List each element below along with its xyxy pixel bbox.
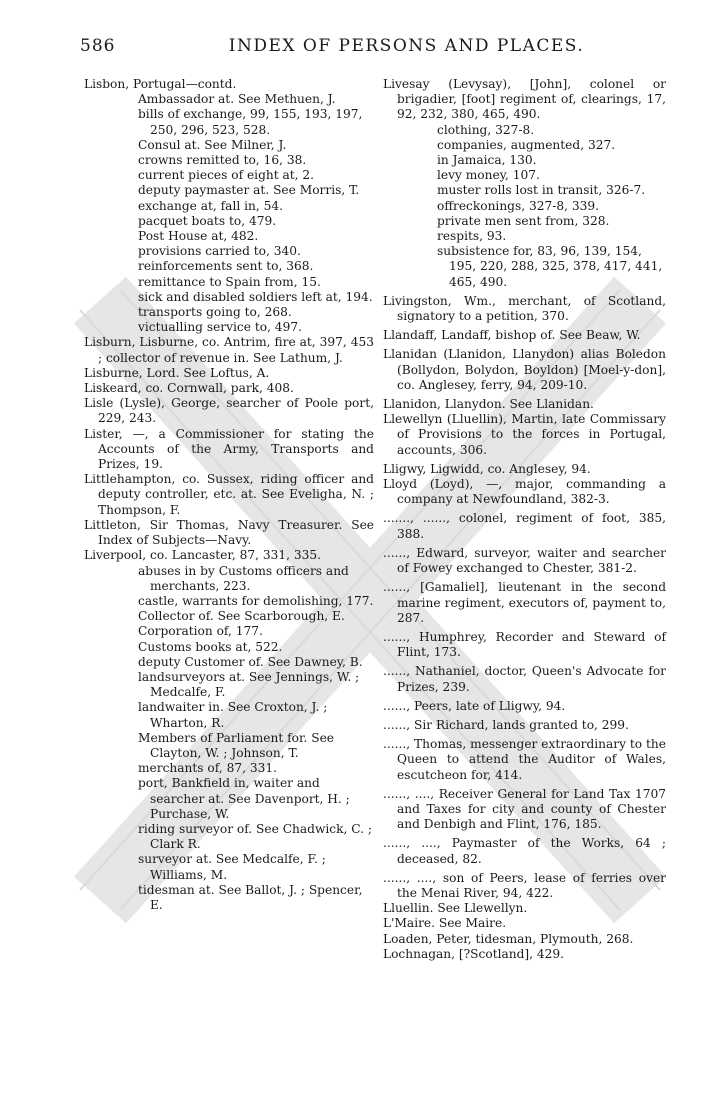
index-entry: Lligwy, Ligwidd, co. Anglesey, 94. <box>383 461 591 476</box>
index-entry: Lisbon, Portugal—contd. <box>84 77 237 91</box>
index-subentry: castle, warrants for demolishing, 177. <box>138 593 374 608</box>
index-entry: ......, ...., Receiver General for Land Tax 1707 and Taxes for city and county of Chester and Denbigh and Flint, 176, 185. <box>383 786 666 832</box>
index-subentry: deputy paymaster at. See Morris, T. <box>138 183 360 198</box>
index-entry: Llandaff, Landaff, bishop of. See Beaw, W. <box>383 328 641 343</box>
index-subentry: respits, 93. <box>437 229 507 244</box>
index-entry: Littleton, Sir Thomas, Navy Treasurer. See Index of Subjects—Navy. <box>84 517 374 548</box>
index-subentry: landsurveyors at. See Jennings, W. ; Medcalfe, F. <box>138 669 360 700</box>
index-entry: L'Maire. See Maire. <box>383 916 507 931</box>
index-column-right <box>383 77 666 962</box>
index-subentry: abuses in by Customs officers and merchants, 223. <box>138 563 349 593</box>
index-subentry: muster rolls lost in transit, 326-7. <box>437 183 646 198</box>
index-entry: Lochnagan, [?Scotland], 429. <box>383 946 565 961</box>
index-entry: Littlehampton, co. Sussex, riding officer and deputy controller, etc. at. See Eveligha, N. ; Thompson, F. <box>84 472 374 517</box>
index-entry: ......, ...., son of Peers, lease of ferries over the Menai River, 94, 422. <box>383 870 666 900</box>
index-subentry: victualling service to, 497. <box>138 320 302 335</box>
index-subentry: sick and disabled soldiers left at, 194. <box>138 289 373 304</box>
index-entry: ......, Sir Richard, lands granted to, 299. <box>383 717 629 732</box>
index-entry: ......, Humphrey, Recorder and Steward of Flint, 173. <box>383 629 666 660</box>
index-subentry: crowns remitted to, 16, 38. <box>138 153 307 168</box>
index-column-left <box>84 77 374 913</box>
index-subentry: current pieces of eight at, 2. <box>138 168 315 183</box>
index-entry: Livesay (Levysay), [John], colonel or brigadier, [foot] regiment of, clearings, 17, 92, 232, 380, 465, 490. <box>383 77 666 122</box>
index-subentry: pacquet boats to, 479. <box>138 213 277 228</box>
index-entry: ......, ...., Paymaster of the Works, 64 ; deceased, 82. <box>383 836 666 866</box>
page-title: INDEX OF PERSONS AND PLACES. <box>228 36 585 56</box>
index-entry: Lister, —, a Commissioner for stating the Accounts of the Army, Transports and Prizes, 19. <box>84 426 374 472</box>
index-subentry: surveyor at. See Medcalfe, F. ; Williams, M. <box>138 852 326 882</box>
index-entry: Lisburn, Lisburne, co. Antrim, fire at, 397, 453 ; collector of revenue in. See Lathum, J. <box>84 335 374 365</box>
index-subentry: offreckonings, 327-8, 339. <box>437 198 600 213</box>
index-subentry: Collector of. See Scarborough, E. <box>138 609 345 624</box>
index-subentry: landwaiter in. See Croxton, J. ; Wharton, R. <box>138 700 328 730</box>
index-subentry: in Jamaica, 130. <box>437 153 537 168</box>
index-entry: Llanidan (Llanidon, Llanydon) alias Boledon (Bollydon, Bolydon, Boyldon) [Moel-y-don], co. Anglesey, ferry, 94, 209-10. <box>383 347 666 392</box>
index-subentry: exchange at, fall in, 54. <box>138 198 284 213</box>
index-subentry: Post House at, 482. <box>138 229 259 244</box>
index-subentry: Members of Parliament for. See Clayton, W. ; Johnson, T. <box>138 730 334 760</box>
index-subentry: Corporation of, 177. <box>138 624 263 639</box>
index-entry: Loaden, Peter, tidesman, Plymouth, 268. <box>383 931 634 946</box>
index-subentry: clothing, 327-8. <box>437 122 535 137</box>
index-subentry: provisions carried to, 340. <box>138 244 301 259</box>
index-subentry: reinforcements sent to, 368. <box>138 259 314 274</box>
index-entry: ......., ......, colonel, regiment of foot, 385, 388. <box>383 511 666 541</box>
index-entry: ......, Nathaniel, doctor, Queen's Advocate for Prizes, 239. <box>383 664 666 694</box>
index-entry: Lisle (Lysle), George, searcher of Poole port, 229, 243. <box>84 396 374 426</box>
index-entry: Llewellyn (Lluellin), Martin, late Commissary of Provisions to the forces in Portugal, accounts, 306. <box>383 412 666 457</box>
index-subentry: Consul at. See Milner, J. <box>138 137 287 152</box>
index-subentry: remittance to Spain from, 15. <box>138 274 321 289</box>
index-subentry: companies, augmented, 327. <box>437 137 616 152</box>
index-entry: Livingston, Wm., merchant, of Scotland, signatory to a petition, 370. <box>383 293 666 324</box>
index-subentry: riding surveyor of. See Chadwick, C. ; Clark R. <box>138 821 372 852</box>
index-subentry: merchants of, 87, 331. <box>138 761 277 776</box>
index-entry: Llanidon, Llanydon. See Llanidan. <box>383 397 594 412</box>
index-entry: Liskeard, co. Cornwall, park, 408. <box>84 381 294 396</box>
index-entry: Lluellin. See Llewellyn. <box>383 901 528 916</box>
index-subentry: bills of exchange, 99, 155, 193, 197, 250, 296, 523, 528. <box>138 107 363 137</box>
index-entry: ......, Edward, surveyor, waiter and searcher of Fowey exchanged to Chester, 381-2. <box>383 545 666 576</box>
index-subentry: port, Bankfield in, waiter and searcher at. See Davenport, H. ; Purchase, W. <box>138 776 350 821</box>
page-header <box>80 36 645 66</box>
index-entry: Liverpool, co. Lancaster, 87, 331, 335. <box>84 548 322 563</box>
index-entry: ......, Thomas, messenger extraordinary to the Queen to attend the Auditor of Wales, escutcheon for, 414. <box>383 737 666 782</box>
index-entry: ......, Peers, late of Lligwy, 94. <box>383 698 566 713</box>
index-subentry: private men sent from, 328. <box>437 213 610 228</box>
index-subentry: deputy Customer of. See Dawney, B. <box>138 654 363 669</box>
page-number: 586 <box>80 36 116 56</box>
index-subentry: Customs books at, 522. <box>138 639 283 654</box>
index-entry: ......, [Gamaliel], lieutenant in the second marine regiment, executors of, payment to, 287. <box>383 580 666 625</box>
index-subentry: tidesman at. See Ballot, J. ; Spencer, E. <box>138 882 363 912</box>
index-subentry: Ambassador at. See Methuen, J. <box>138 92 336 107</box>
index-entry: Lisburne, Lord. See Loftus, A. <box>84 365 270 380</box>
index-subentry: subsistence for, 83, 96, 139, 154, 195, 220, 288, 325, 378, 417, 441, 465, 490. <box>437 244 663 289</box>
index-entry: Lloyd (Loyd), —, major, commanding a company at Newfoundland, 382-3. <box>383 477 666 507</box>
index-subentry: transports going to, 268. <box>138 305 292 320</box>
index-subentry: levy money, 107. <box>437 168 540 183</box>
